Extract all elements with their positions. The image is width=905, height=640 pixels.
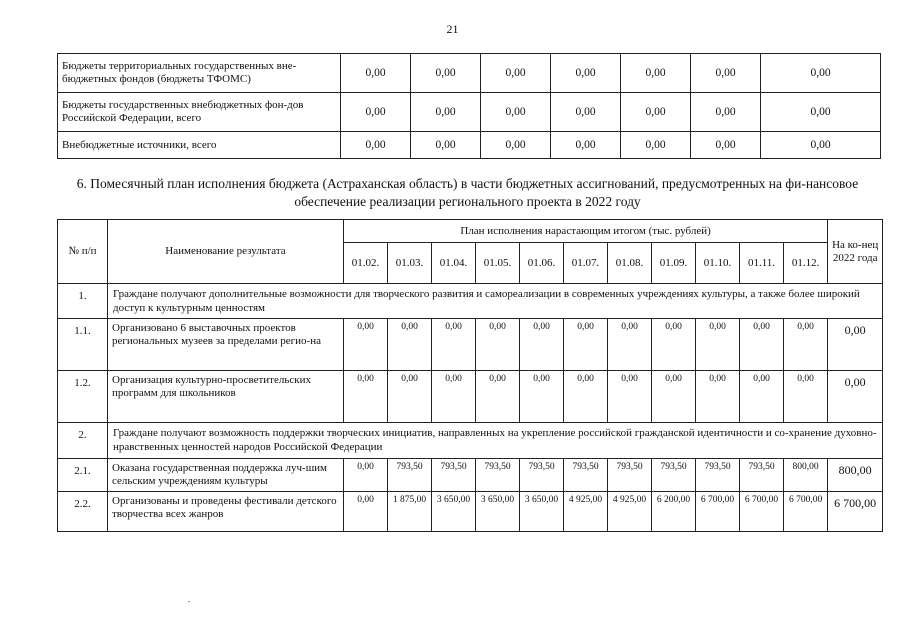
- cell-value: 0,00: [652, 371, 696, 423]
- month-header: 01.05.: [476, 243, 520, 284]
- table-row: [58, 371, 883, 423]
- item-name: Организация культурно-просветительских программ для школьников: [108, 371, 344, 423]
- cell-total: 6 700,00: [828, 492, 883, 532]
- header-plan: План исполнения нарастающим итогом (тыс. рублей): [344, 220, 828, 243]
- cell-value: 0,00: [432, 319, 476, 371]
- row-label: Внебюджетные источники, всего: [58, 132, 341, 159]
- cell-value: 6 700,00: [784, 492, 828, 532]
- scan-speck: [188, 601, 190, 602]
- section-title: Граждане получают возможность поддержки творческих инициатив, направленных на укрепление российской гражданской идентичности и со-хранение духовно-нравственных ценностей народов Российской Федерации: [108, 423, 883, 459]
- cell-value: 0,00: [551, 132, 621, 159]
- cell-value: 4 925,00: [608, 492, 652, 532]
- cell-value: 0,00: [696, 371, 740, 423]
- table-row: [58, 492, 883, 532]
- month-header: 01.07.: [564, 243, 608, 284]
- cell-value: 0,00: [476, 319, 520, 371]
- cell-value: 0,00: [388, 319, 432, 371]
- item-index: 1.2.: [58, 371, 108, 423]
- header-end-of-year: На ко-нец 2022 года: [828, 220, 883, 284]
- cell-value: 6 200,00: [652, 492, 696, 532]
- section-row: [58, 423, 883, 459]
- cell-value: 0,00: [696, 319, 740, 371]
- item-index: 1.1.: [58, 319, 108, 371]
- cell-value: 3 650,00: [476, 492, 520, 532]
- cell-value: 3 650,00: [432, 492, 476, 532]
- cell-value: 0,00: [740, 371, 784, 423]
- cell-value: 0,00: [608, 371, 652, 423]
- cell-value: 0,00: [341, 93, 411, 132]
- cell-value: 1 875,00: [388, 492, 432, 532]
- table-row: [58, 319, 883, 371]
- cell-value: 0,00: [608, 319, 652, 371]
- month-header: 01.04.: [432, 243, 476, 284]
- cell-value: 0,00: [652, 319, 696, 371]
- cell-value: 0,00: [564, 371, 608, 423]
- cell-value: 0,00: [411, 54, 481, 93]
- header-num: № п/п: [58, 220, 108, 284]
- section-title: Граждане получают дополнительные возможности для творческого развития и самореализации в современных учреждениях культуры, а также более широкий доступ к культурным ценностям: [108, 284, 883, 319]
- cell-value: 0,00: [388, 371, 432, 423]
- month-header: 01.02.: [344, 243, 388, 284]
- cell-value: 0,00: [520, 371, 564, 423]
- month-header: 01.09.: [652, 243, 696, 284]
- monthly-plan-table: [57, 219, 883, 532]
- cell-value: 800,00: [784, 459, 828, 492]
- cell-value: 0,00: [761, 54, 881, 93]
- cell-total: 0,00: [828, 371, 883, 423]
- cell-value: 0,00: [481, 54, 551, 93]
- cell-value: 3 650,00: [520, 492, 564, 532]
- cell-value: 6 700,00: [740, 492, 784, 532]
- cell-value: 793,50: [652, 459, 696, 492]
- page-number: 21: [446, 22, 459, 36]
- cell-value: 0,00: [691, 54, 761, 93]
- table-row: [58, 54, 881, 93]
- cell-total: 0,00: [828, 319, 883, 371]
- budget-sources-table: [57, 53, 881, 159]
- cell-value: 0,00: [344, 492, 388, 532]
- cell-value: 0,00: [411, 93, 481, 132]
- month-header: 01.11.: [740, 243, 784, 284]
- cell-value: 0,00: [740, 319, 784, 371]
- month-header: 01.12.: [784, 243, 828, 284]
- cell-value: 0,00: [784, 319, 828, 371]
- header-row: [58, 220, 883, 243]
- month-header: 01.10.: [696, 243, 740, 284]
- row-label: Бюджеты территориальных государственных вне-бюджетных фондов (бюджеты ТФОМС): [58, 54, 341, 93]
- cell-value: 6 700,00: [696, 492, 740, 532]
- cell-value: 0,00: [344, 319, 388, 371]
- cell-value: 0,00: [344, 459, 388, 492]
- cell-value: 0,00: [621, 132, 691, 159]
- cell-value: 0,00: [341, 132, 411, 159]
- month-header: 01.06.: [520, 243, 564, 284]
- cell-value: 4 925,00: [564, 492, 608, 532]
- item-index: 2.1.: [58, 459, 108, 492]
- section-index: 1.: [58, 284, 108, 319]
- header-name: Наименование результата: [108, 220, 344, 284]
- cell-value: 0,00: [341, 54, 411, 93]
- cell-value: 793,50: [520, 459, 564, 492]
- section-index: 2.: [58, 423, 108, 459]
- table-row: [58, 132, 881, 159]
- cell-value: 0,00: [411, 132, 481, 159]
- cell-value: 0,00: [551, 54, 621, 93]
- cell-value: 793,50: [696, 459, 740, 492]
- cell-value: 793,50: [476, 459, 520, 492]
- item-name: Оказана государственная поддержка луч-шим сельским учреждениям культуры: [108, 459, 344, 492]
- cell-value: 793,50: [740, 459, 784, 492]
- cell-value: 793,50: [388, 459, 432, 492]
- table-row: [58, 93, 881, 132]
- item-index: 2.2.: [58, 492, 108, 532]
- cell-value: 0,00: [691, 132, 761, 159]
- cell-value: 0,00: [481, 93, 551, 132]
- month-header: 01.08.: [608, 243, 652, 284]
- cell-value: 0,00: [564, 319, 608, 371]
- cell-value: 0,00: [476, 371, 520, 423]
- cell-value: 0,00: [761, 93, 881, 132]
- section-heading: 6. Помесячный план исполнения бюджета (Астраханская область) в части бюджетных ассигнований, предусмотренных на фи-нансовое обеспечение реализации регионального проекта в 2022 году: [76, 176, 859, 209]
- cell-value: 0,00: [784, 371, 828, 423]
- cell-value: 793,50: [608, 459, 652, 492]
- cell-value: 0,00: [621, 93, 691, 132]
- cell-value: 0,00: [621, 54, 691, 93]
- row-label: Бюджеты государственных внебюджетных фон-дов Российской Федерации, всего: [58, 93, 341, 132]
- cell-value: 0,00: [520, 319, 564, 371]
- cell-value: 0,00: [344, 371, 388, 423]
- cell-value: 0,00: [481, 132, 551, 159]
- item-name: Организовано 6 выставочных проектов региональных музеев за пределами регио-на: [108, 319, 344, 371]
- cell-total: 800,00: [828, 459, 883, 492]
- item-name: Организованы и проведены фестивали детского творчества всех жанров: [108, 492, 344, 532]
- cell-value: 0,00: [432, 371, 476, 423]
- cell-value: 0,00: [691, 93, 761, 132]
- cell-value: 793,50: [432, 459, 476, 492]
- cell-value: 793,50: [564, 459, 608, 492]
- month-header: 01.03.: [388, 243, 432, 284]
- cell-value: 0,00: [551, 93, 621, 132]
- table-row: [58, 459, 883, 492]
- cell-value: 0,00: [761, 132, 881, 159]
- section-row: [58, 284, 883, 319]
